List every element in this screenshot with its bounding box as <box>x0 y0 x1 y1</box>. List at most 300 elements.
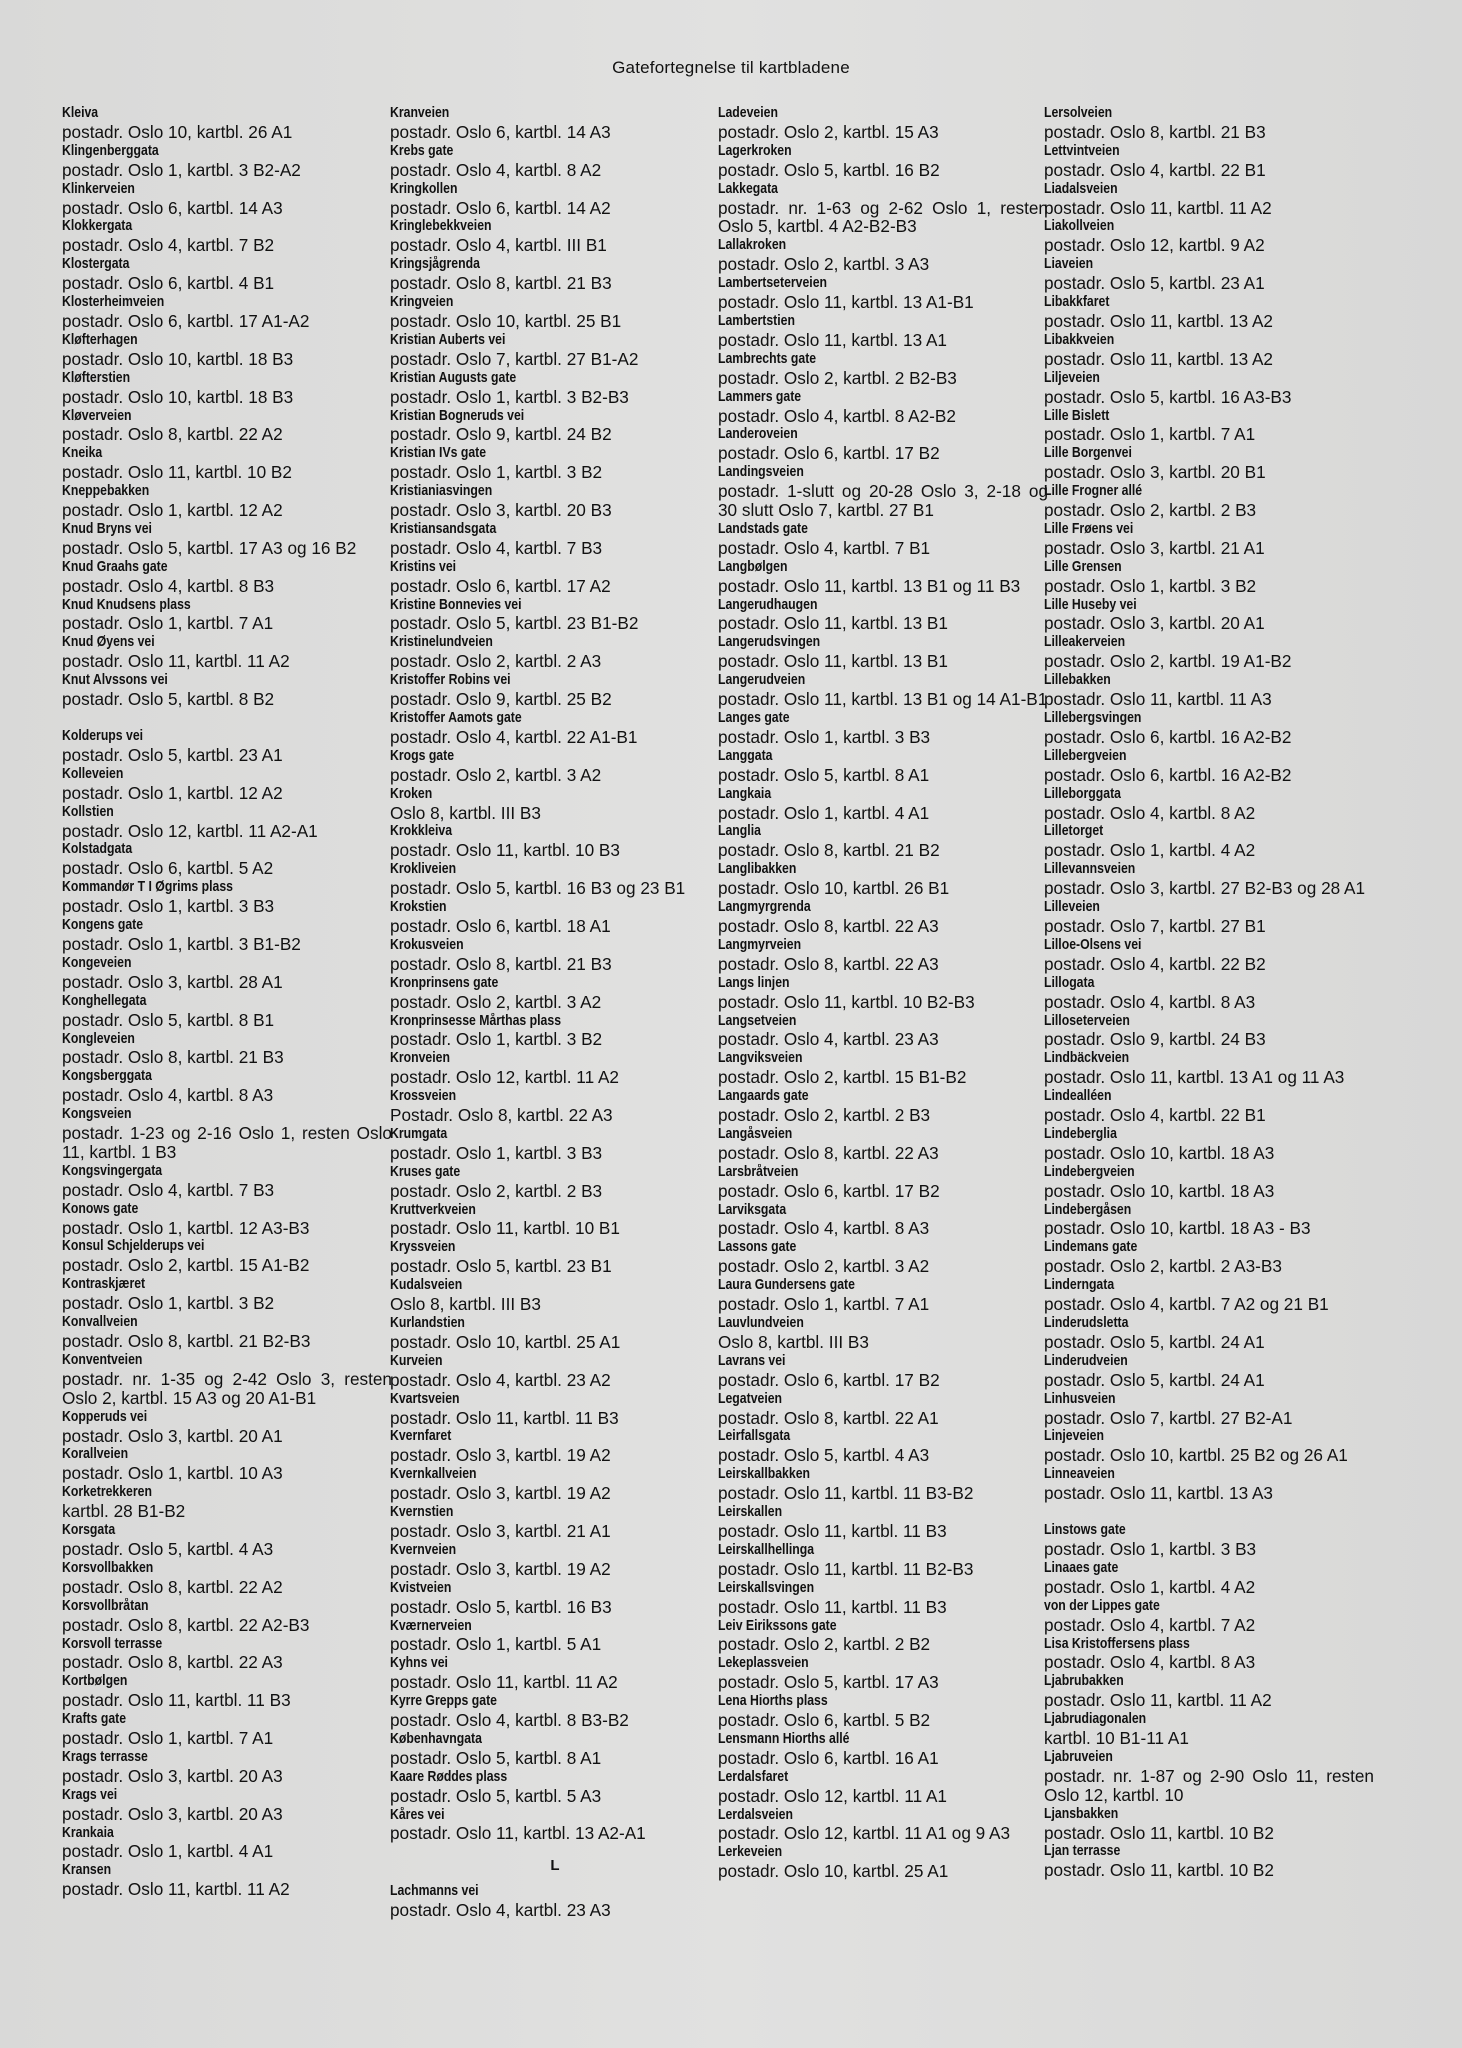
street-name: Kringkollen <box>390 180 458 197</box>
street-name: Kleiva <box>62 105 99 121</box>
street-name: Kryssveien <box>390 1239 456 1256</box>
street-name: Krankaia <box>62 1824 114 1841</box>
street-address: postadr. Oslo 5, kartbl. 16 A3-B3 <box>1044 386 1292 407</box>
street-entry <box>62 765 392 803</box>
street-name: Liadalsveien <box>1044 180 1118 197</box>
street-address: postadr. Oslo 1, kartbl. 3 B2 <box>390 462 603 483</box>
street-address: postadr. Oslo 10, kartbl. 18 A3 - B3 <box>1044 1218 1311 1239</box>
street-name: Krokstien <box>390 899 447 916</box>
street-address: postadr. Oslo 6, kartbl. 14 A2 <box>390 197 611 218</box>
street-address: postadr. Oslo 8, kartbl. 21 B3 <box>62 1047 284 1068</box>
street-address: postadr. Oslo 11, kartbl. 11 A2 <box>1044 197 1272 218</box>
street-address: postadr. Oslo 10, kartbl. 18 A3 <box>1044 1142 1275 1163</box>
street-address: postadr. Oslo 2, kartbl. 15 A1-B2 <box>62 1255 310 1276</box>
street-name: Kristiansandsgata <box>390 520 497 537</box>
street-address: postadr. Oslo 3, kartbl. 20 A3 <box>62 1765 283 1786</box>
street-address: postadr. Oslo 2, kartbl. 3 A3 <box>718 254 930 275</box>
street-name: Lakkegata <box>718 180 778 197</box>
street-name: Larsbråtveien <box>718 1163 799 1180</box>
section-gap <box>62 709 392 727</box>
street-entry <box>390 1276 720 1314</box>
street-name: Knud Bryns vei <box>62 520 152 537</box>
street-entry <box>718 463 1048 520</box>
street-name: Kringsjågrenda <box>390 256 480 273</box>
street-name: Linderudveien <box>1044 1352 1128 1369</box>
street-address: postadr. Oslo 2, kartbl. 2 B3 <box>1044 500 1257 521</box>
street-name: Lerdalsfaret <box>718 1768 789 1785</box>
street-name: Lambertseterveien <box>718 275 828 292</box>
street-address: postadr. Oslo 2, kartbl. 15 A3 <box>718 121 939 142</box>
street-name: Kollstien <box>62 803 114 820</box>
street-entry <box>62 954 392 992</box>
street-address: postadr. Oslo 11, kartbl. 13 A2 <box>1044 348 1273 369</box>
street-name: Lauvlundveien <box>718 1315 804 1331</box>
street-address: postadr. Oslo 1, kartbl. 7 A1 <box>1044 424 1256 445</box>
street-name: Lindemans gate <box>1044 1239 1138 1256</box>
street-name: Kvernveien <box>390 1541 457 1558</box>
street-entry <box>390 104 720 142</box>
street-address: postadr. Oslo 1, kartbl. 3 B3 <box>390 1142 603 1163</box>
street-name: Kommandør T I Øgrims plass <box>62 879 233 896</box>
street-entry <box>1044 1276 1374 1314</box>
street-address: postadr. Oslo 5, kartbl. 4 A3 <box>62 1538 274 1559</box>
street-name: Kristins vei <box>390 558 457 575</box>
street-name: Konows gate <box>62 1200 139 1217</box>
street-name: Klosterheimveien <box>62 294 165 311</box>
street-address: postadr. Oslo 11, kartbl. 13 A1 <box>718 329 947 350</box>
street-address: postadr. Oslo 11, kartbl. 13 A2 <box>1044 310 1273 331</box>
street-address: postadr. Oslo 10, kartbl. 18 A3 <box>1044 1180 1275 1201</box>
street-name: Kristoffer Robins vei <box>390 672 511 689</box>
street-address: postadr. Oslo 3, kartbl. 19 A2 <box>390 1558 611 1579</box>
street-address: postadr. Oslo 4, kartbl. 8 A3 <box>718 1218 930 1239</box>
street-address: postadr. Oslo 8, kartbl. 22 A2-B3 <box>62 1614 310 1635</box>
street-entry <box>718 974 1048 1012</box>
street-name: Lersolveien <box>1044 105 1113 121</box>
street-address: postadr. Oslo 2, kartbl. 2 B3 <box>718 1105 931 1126</box>
street-entry <box>1044 860 1374 898</box>
street-address: postadr. Oslo 3, kartbl. 21 A1 <box>1044 537 1265 558</box>
street-name: Leirfallsgata <box>718 1428 791 1445</box>
street-name: Lilleborggata <box>1044 785 1121 802</box>
street-address: postadr. Oslo 3, kartbl. 20 B3 <box>390 500 612 521</box>
street-address: postadr. Oslo 4, kartbl. 8 A3 <box>1044 991 1256 1012</box>
street-name: Klokkergata <box>62 218 133 235</box>
street-address: postadr. Oslo 1, kartbl. 3 B3 <box>62 896 275 917</box>
street-entry <box>718 1276 1048 1314</box>
street-address: postadr. Oslo 6, kartbl. 16 A2-B2 <box>1044 764 1292 785</box>
street-entry <box>62 1672 392 1710</box>
street-entry <box>390 898 720 936</box>
column-3 <box>718 104 1048 1881</box>
street-address: postadr. Oslo 8, kartbl. 22 A3 <box>718 1142 939 1163</box>
street-entry <box>1044 104 1374 142</box>
street-name: Kongleveien <box>62 1030 135 1047</box>
street-name: Lille Frogner allé <box>1044 483 1143 500</box>
street-name: Konghellegata <box>62 992 147 1009</box>
street-address: postadr. Oslo 5, kartbl. 8 B1 <box>62 1009 275 1030</box>
street-address: postadr. Oslo 4, kartbl. 7 B1 <box>718 537 931 558</box>
street-address: postadr. Oslo 8, kartbl. 21 B2-B3 <box>62 1331 311 1351</box>
street-name: Kvistveien <box>390 1579 452 1596</box>
street-name: Kvartsveien <box>390 1390 460 1407</box>
street-entry <box>390 444 720 482</box>
street-name: Libakkfaret <box>1044 294 1110 311</box>
street-address: postadr. Oslo 8, kartbl. 21 B3 <box>390 953 612 974</box>
street-name: Krags terrasse <box>62 1748 148 1765</box>
street-entry <box>62 803 392 841</box>
street-address: postadr. Oslo 4, kartbl. 7 B3 <box>62 1179 275 1200</box>
street-address: postadr. Oslo 8, kartbl. 21 B3 <box>1044 121 1266 142</box>
street-name: Lammers gate <box>718 388 802 405</box>
street-entry <box>1044 1521 1374 1559</box>
street-entry <box>718 1617 1048 1655</box>
street-address: postadr. Oslo 2, kartbl. 3 A2 <box>718 1256 930 1277</box>
street-entry <box>1044 369 1374 407</box>
street-entry <box>1044 1597 1374 1635</box>
street-name: Lagerkroken <box>718 142 792 159</box>
street-name: Korsvoll terrasse <box>62 1635 163 1652</box>
street-entry <box>62 1559 392 1597</box>
street-name: Lilletorget <box>1044 823 1104 840</box>
street-name: Langerudsvingen <box>718 634 821 651</box>
street-name: Lillebergveien <box>1044 747 1127 764</box>
street-address: postadr. Oslo 11, kartbl. 13 A1 og 11 A3 <box>1044 1067 1345 1088</box>
street-entry <box>1044 180 1374 218</box>
street-address: postadr. Oslo 6, kartbl. 16 A1 <box>718 1747 939 1768</box>
street-address: postadr. 1-slutt og 20-28 Oslo 3, 2-18 og 30 slutt Oslo 7, kartbl. 27 B1 <box>718 481 1048 521</box>
street-name: Kløfterhagen <box>62 331 138 348</box>
street-entry <box>390 1201 720 1239</box>
street-entry <box>1044 1390 1374 1428</box>
street-entry <box>1044 747 1374 785</box>
street-name: Kristoffer Aamots gate <box>390 710 522 726</box>
street-entry <box>718 785 1048 823</box>
street-address: postadr. Oslo 11, kartbl. 13 A2-A1 <box>390 1823 646 1844</box>
street-entry <box>718 1087 1048 1125</box>
street-entry <box>390 1541 720 1579</box>
street-entry <box>1044 709 1374 747</box>
column-4 <box>1044 104 1374 1880</box>
street-address: postadr. Oslo 11, kartbl. 13 A1-B1 <box>718 292 974 313</box>
street-name: Kroken <box>390 785 433 802</box>
street-name: Kudalsveien <box>390 1277 463 1294</box>
street-entry <box>1044 671 1374 709</box>
street-name: Leiv Eirikssons gate <box>718 1617 837 1634</box>
street-address: postadr. Oslo 5, kartbl. 5 A3 <box>390 1785 602 1806</box>
street-address: postadr. Oslo 9, kartbl. 24 B3 <box>1044 1029 1266 1050</box>
street-address: postadr. Oslo 5, kartbl. 17 A3 og 16 B2 <box>62 537 357 558</box>
street-address: postadr. Oslo 5, kartbl. 23 B1-B2 <box>390 613 639 634</box>
street-address: postadr. Oslo 8, kartbl. 21 B3 <box>390 273 612 294</box>
street-name: Langgata <box>718 747 773 764</box>
street-entry <box>1044 1427 1374 1465</box>
street-address: postadr. Oslo 4, kartbl. 8 A2-B2 <box>718 405 956 426</box>
street-address: postadr. Oslo 1, kartbl. 4 A1 <box>62 1841 274 1862</box>
street-entry <box>1044 596 1374 634</box>
street-name: Langlia <box>718 823 761 840</box>
street-entry <box>1044 558 1374 596</box>
street-name: Krebs gate <box>390 142 454 159</box>
street-name: Kyrre Grepps gate <box>390 1693 497 1710</box>
street-entry <box>718 1201 1048 1239</box>
street-address: postadr. Oslo 1, kartbl. 4 A2 <box>1044 1576 1256 1597</box>
street-name: Lilloe-Olsens vei <box>1044 936 1142 953</box>
street-entry <box>390 1654 720 1692</box>
street-entry <box>718 633 1048 671</box>
street-entry <box>1044 785 1374 823</box>
street-name: Lensmann Hiorths allé <box>718 1730 850 1747</box>
street-entry <box>718 1579 1048 1617</box>
street-address: postadr. Oslo 3, kartbl. 20 A1 <box>62 1425 283 1446</box>
street-entry <box>1044 1842 1374 1880</box>
street-name: Ljabrudiagonalen <box>1044 1711 1147 1728</box>
street-name: Kringlebekkveien <box>390 218 492 235</box>
street-entry <box>62 1030 392 1068</box>
street-name: Krogs gate <box>390 747 455 764</box>
street-name: Kruses gate <box>390 1163 461 1180</box>
street-name: Korsvollbråtan <box>62 1597 149 1614</box>
street-name: Leirskallsvingen <box>718 1579 815 1596</box>
street-name: Kongsberggata <box>62 1068 152 1085</box>
street-entry <box>718 671 1048 709</box>
street-address: kartbl. 10 B1-11 A1 <box>1044 1728 1189 1749</box>
street-name: Linjeveien <box>1044 1428 1104 1445</box>
street-address: postadr. Oslo 1, kartbl. 12 A3-B3 <box>62 1217 310 1238</box>
street-entry <box>1044 1087 1374 1125</box>
street-address: postadr. Oslo 11, kartbl. 10 B2-B3 <box>718 991 975 1012</box>
street-name: Kortbølgen <box>62 1673 128 1690</box>
street-entry <box>1044 293 1374 331</box>
street-address: postadr. Oslo 11, kartbl. 11 A2 <box>390 1672 618 1693</box>
street-name: Landingsveien <box>718 464 804 481</box>
street-name: Linaaes gate <box>1044 1559 1119 1576</box>
street-name: Lille Grensen <box>1044 558 1122 575</box>
street-address: postadr. Oslo 9, kartbl. 24 B2 <box>390 424 612 445</box>
street-address: postadr. Oslo 1, kartbl. 3 B3 <box>1044 1538 1257 1559</box>
street-name: Lindealléen <box>1044 1088 1112 1105</box>
street-address: postadr. Oslo 3, kartbl. 20 A1 <box>1044 613 1265 634</box>
street-name: Krokkleiva <box>390 823 453 840</box>
street-entry <box>62 1635 392 1673</box>
street-entry <box>390 822 720 860</box>
street-entry <box>1044 142 1374 180</box>
street-address: postadr. Oslo 2, kartbl. 19 A1-B2 <box>1044 651 1292 672</box>
street-address: postadr. Oslo 10, kartbl. 18 B3 <box>62 386 294 407</box>
street-entry <box>1044 1559 1374 1597</box>
street-name: Langes gate <box>718 710 790 726</box>
street-address: postadr. Oslo 11, kartbl. 13 B1 <box>718 613 948 634</box>
street-name: Lilleakerveien <box>1044 634 1126 651</box>
street-address: postadr. Oslo 1, kartbl. 4 A2 <box>1044 840 1256 861</box>
street-address: postadr. Oslo 5, kartbl. 16 B3 <box>390 1596 612 1617</box>
street-name: Kronprinsens gate <box>390 974 499 991</box>
street-name: Lambertstien <box>718 312 795 329</box>
street-entry <box>62 407 392 445</box>
street-entry <box>62 1824 392 1862</box>
street-entry <box>718 822 1048 860</box>
street-address: postadr. Oslo 7, kartbl. 27 B2-A1 <box>1044 1407 1293 1428</box>
street-name: Langsetveien <box>718 1012 797 1029</box>
street-name: Kolstadgata <box>62 841 133 858</box>
street-address: postadr. Oslo 10, kartbl. 26 A1 <box>62 121 293 142</box>
street-entry <box>390 1882 720 1920</box>
street-entry <box>1044 1352 1374 1390</box>
street-entry <box>718 1465 1048 1503</box>
street-address: postadr. Oslo 2, kartbl. 2 A3-B3 <box>1044 1256 1282 1277</box>
street-address: postadr. Oslo 2, kartbl. 2 B2-B3 <box>718 367 957 388</box>
street-name: Kyhns vei <box>390 1655 448 1672</box>
street-name: Leirskallbakken <box>718 1466 811 1483</box>
street-entry <box>1044 1163 1374 1201</box>
street-entry <box>390 1314 720 1352</box>
street-address: postadr. Oslo 11, kartbl. 11 B2-B3 <box>718 1558 974 1579</box>
street-name: Lilleveien <box>1044 899 1100 916</box>
street-address: Oslo 8, kartbl. III B3 <box>390 802 541 823</box>
street-name: Lena Hiorths plass <box>718 1693 828 1710</box>
street-address: postadr. Oslo 6, kartbl. 5 A2 <box>62 858 274 879</box>
street-entry <box>390 1238 720 1276</box>
street-entry <box>62 1351 392 1408</box>
street-address: postadr. Oslo 2, kartbl. 3 A2 <box>390 764 602 785</box>
street-name: Kongsveien <box>62 1106 132 1123</box>
street-address: postadr. Oslo 12, kartbl. 11 A2-A1 <box>62 820 318 841</box>
street-address: postadr. Oslo 6, kartbl. 17 A1-A2 <box>62 310 310 331</box>
street-entry <box>62 1710 392 1748</box>
section-gap <box>1044 1503 1374 1521</box>
street-address: postadr. Oslo 6, kartbl. 17 B2 <box>718 1369 940 1390</box>
street-entry <box>1044 1635 1374 1673</box>
street-name: Krossveien <box>390 1088 457 1105</box>
street-entry <box>62 369 392 407</box>
street-address: postadr. Oslo 1, kartbl. 7 A1 <box>62 1728 274 1749</box>
street-address: postadr. Oslo 10, kartbl. 18 B3 <box>62 348 294 369</box>
street-name: Langmyrgrenda <box>718 899 811 916</box>
street-name: Langbølgen <box>718 558 788 575</box>
street-address: postadr. Oslo 11, kartbl. 11 B3-B2 <box>718 1483 974 1504</box>
street-name: Lekeplassveien <box>718 1655 809 1672</box>
street-address: Postadr. Oslo 8, kartbl. 22 A3 <box>390 1105 613 1126</box>
street-entry <box>62 1162 392 1200</box>
street-name: Kongens gate <box>62 917 144 934</box>
street-entry <box>62 482 392 520</box>
street-entry <box>1044 1012 1374 1050</box>
street-address: postadr. Oslo 10, kartbl. 25 A1 <box>390 1331 621 1352</box>
street-address: postadr. Oslo 10, kartbl. 25 B2 og 26 A1 <box>1044 1445 1348 1466</box>
street-entry <box>62 1408 392 1446</box>
street-address: postadr. Oslo 4, kartbl. 7 B3 <box>390 537 603 558</box>
street-name: Kløfterstien <box>62 369 131 386</box>
street-name: Lallakroken <box>718 237 787 254</box>
street-address: postadr. Oslo 5, kartbl. 24 A1 <box>1044 1369 1265 1390</box>
street-entry <box>1044 1049 1374 1087</box>
street-entry <box>390 1087 720 1125</box>
street-address: postadr. Oslo 6, kartbl. 17 B2 <box>718 443 940 464</box>
street-name: Leirskallhellinga <box>718 1541 815 1558</box>
street-entry <box>62 1237 392 1275</box>
street-entry <box>390 1125 720 1163</box>
street-entry <box>718 558 1048 596</box>
street-entry <box>390 331 720 369</box>
street-entry <box>62 180 392 218</box>
street-address: postadr. Oslo 1, kartbl. 4 A1 <box>718 802 930 823</box>
street-name: Kronprinsesse Mårthas plass <box>390 1012 562 1029</box>
street-name: Lille Huseby vei <box>1044 596 1137 613</box>
street-address: postadr. Oslo 6, kartbl. 14 A3 <box>390 121 611 142</box>
street-entry <box>718 425 1048 463</box>
street-name: Lindbäckveien <box>1044 1050 1130 1067</box>
street-name: Liljeveien <box>1044 369 1100 386</box>
street-name: Kristine Bonnevies vei <box>390 596 522 613</box>
street-entry <box>390 1465 720 1503</box>
street-entry <box>1044 1748 1374 1805</box>
street-entry <box>62 1067 392 1105</box>
street-name: Knud Øyens vei <box>62 634 155 651</box>
street-name: Lettvintveien <box>1044 142 1120 159</box>
street-entry <box>390 671 720 709</box>
street-address: postadr. Oslo 5, kartbl. 23 A1 <box>1044 273 1265 294</box>
street-address: postadr. Oslo 5, kartbl. 8 B2 <box>62 689 275 710</box>
street-entry <box>62 142 392 180</box>
street-entry <box>1044 482 1374 520</box>
street-entry <box>62 1483 392 1521</box>
street-name: Krokliveien <box>390 861 457 878</box>
street-name: Liaveien <box>1044 256 1094 273</box>
street-address: postadr. Oslo 4, kartbl. 22 B2 <box>1044 953 1266 974</box>
street-entry <box>390 407 720 445</box>
street-address: postadr. Oslo 1, kartbl. 3 B3 <box>718 726 931 747</box>
street-address: postadr. Oslo 11, kartbl. 13 B1 og 14 A1-B1 <box>718 689 1048 710</box>
street-name: Lille Borgenvei <box>1044 445 1132 462</box>
street-address: postadr. Oslo 5, kartbl. 8 A1 <box>718 764 930 785</box>
street-name: Larviksgata <box>718 1201 787 1218</box>
street-entry <box>390 1352 720 1390</box>
street-address: postadr. Oslo 4, kartbl. 8 A3 <box>62 1085 274 1106</box>
street-address: postadr. Oslo 4, kartbl. 7 A2 og 21 B1 <box>1044 1294 1329 1315</box>
street-address: postadr. Oslo 11, kartbl. 13 B1 og 11 B3 <box>718 575 1021 596</box>
street-entry <box>1044 407 1374 445</box>
street-address: postadr. Oslo 1, kartbl. 3 B1-B2 <box>62 933 301 954</box>
street-name: Laura Gundersens gate <box>718 1277 855 1294</box>
street-name: Kløverveien <box>62 407 132 424</box>
street-name: Linstows gate <box>1044 1522 1126 1539</box>
street-address: postadr. Oslo 11, kartbl. 13 B1 <box>718 651 948 672</box>
street-name: Lindebergåsen <box>1044 1201 1132 1218</box>
street-entry <box>1044 898 1374 936</box>
street-name: Klinkerveien <box>62 180 135 197</box>
street-name: Kranveien <box>390 105 450 121</box>
street-address: postadr. Oslo 11, kartbl. 10 B2 <box>1044 1860 1274 1881</box>
street-address: postadr. Oslo 8, kartbl. 22 A3 <box>718 915 939 936</box>
street-address: postadr. Oslo 2, kartbl. 2 B2 <box>718 1634 931 1655</box>
street-address: postadr. Oslo 6, kartbl. 17 B2 <box>718 1180 940 1201</box>
street-entry <box>62 217 392 255</box>
street-entry <box>390 747 720 785</box>
street-address: postadr. Oslo 1, kartbl. 12 A2 <box>62 782 283 803</box>
street-address: postadr. Oslo 11, kartbl. 11 B3 <box>62 1690 291 1711</box>
street-entry <box>390 596 720 634</box>
street-entry <box>62 1313 392 1351</box>
street-address: postadr. Oslo 6, kartbl. 17 A2 <box>390 575 611 596</box>
street-entry <box>1044 1672 1374 1710</box>
street-entry <box>62 1597 392 1635</box>
street-name: Leirskallen <box>718 1504 783 1521</box>
street-entry <box>718 236 1048 274</box>
street-entry <box>718 104 1048 142</box>
street-entry <box>718 1654 1048 1692</box>
street-entry <box>390 860 720 898</box>
street-entry <box>390 1503 720 1541</box>
